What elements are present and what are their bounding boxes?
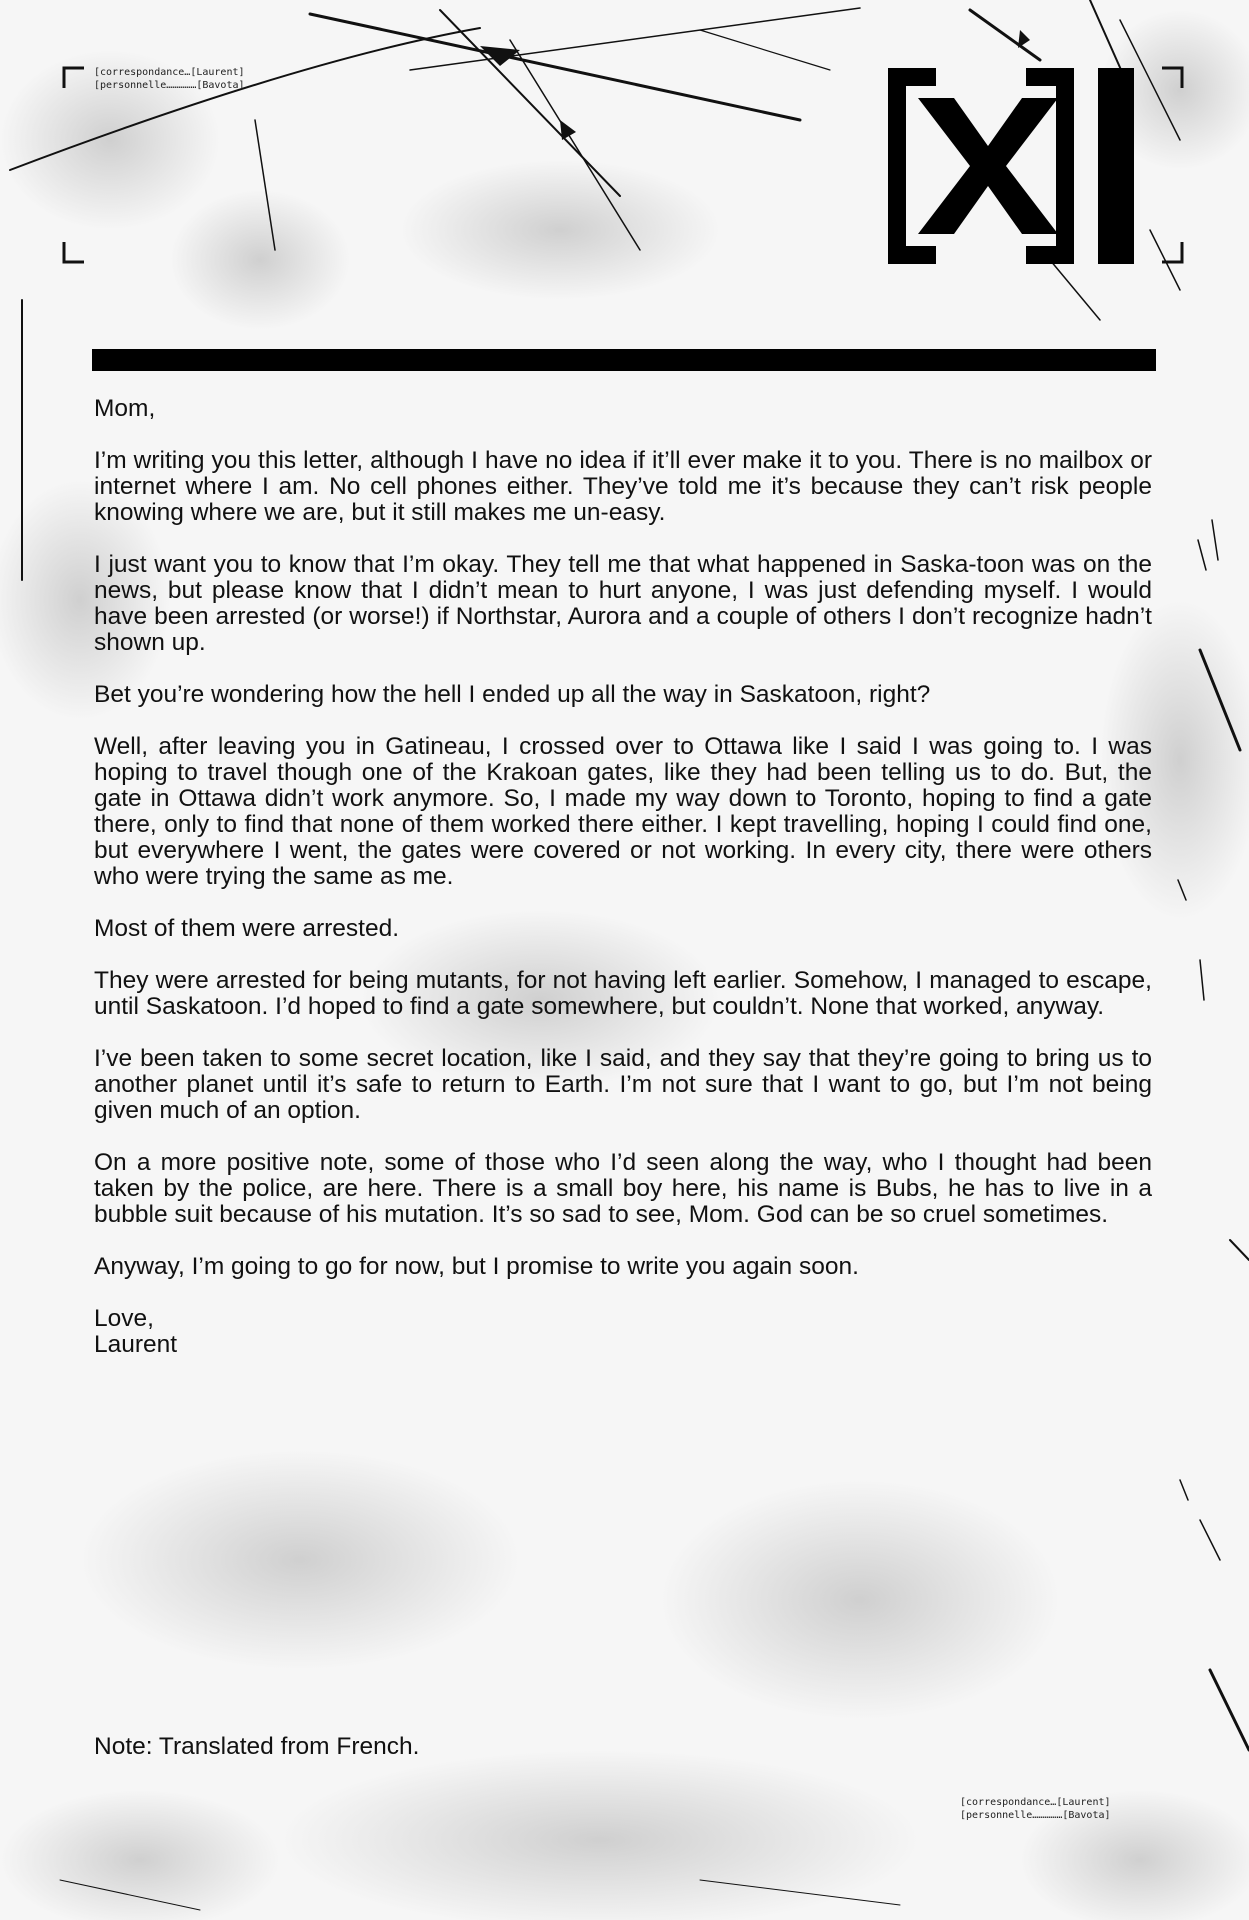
footer-tag-line-2: [personnelle……………[Bavota] <box>960 1810 1111 1821</box>
letter-paragraph-2: I just want you to know that I’m okay. They tell me that what happened in Saska-toon was on the news, but please know that I didn’t mean to hurt anyone, I was just defending myself. I would have been arrested (or worse!) if Northstar, Aurora and a couple of others I don’t recognize hadn’t shown up. <box>94 551 1152 656</box>
header-divider-bar <box>92 349 1156 371</box>
letter-closing: Love, <box>94 1305 154 1332</box>
letter-paragraph-7: I’ve been taken to some secret location, like I said, and they say that they’re going to bring us to another planet until it’s safe to return to Earth. I’m not sure that I want to go, but I’m not being given much of an option. <box>94 1045 1152 1124</box>
letter-paragraph-5: Most of them were arrested. <box>94 915 400 942</box>
letter-signature: Laurent <box>94 1331 178 1358</box>
corner-bracket-mid-left-icon <box>62 240 86 264</box>
header-tag-line-2: [personnelle……………[Bavota] <box>94 80 245 91</box>
letter-salutation: Mom, <box>94 395 156 422</box>
footer-tag-line-1: [correspondance…[Laurent] <box>960 1797 1111 1808</box>
footer-file-tag <box>960 1796 1111 1822</box>
letter-paragraph-3: Bet you’re wondering how the hell I ended up all the way in Saskatoon, right? <box>94 681 931 708</box>
header-tag-line-1: [correspondance…[Laurent] <box>94 67 245 78</box>
header-file-tag <box>94 66 245 92</box>
x-logo-icon <box>888 68 1146 264</box>
corner-bracket-mid-right-icon <box>1160 240 1184 264</box>
corner-bracket-top-right-icon <box>1160 66 1184 90</box>
letter-paragraph-4: Well, after leaving you in Gatineau, I crossed over to Ottawa like I said I was going to. I was hoping to travel though one of the Krakoan gates, like they had been telling us to do. But, the gate in Ottawa didn’t work anymore. So, I made my way down to Toronto, hoping to find a gate there, only to find that none of them worked there either. I kept travelling, hoping I could find one, but everywhere I went, the gates were covered or not working. In every city, there were others who were trying the same as me. <box>94 733 1152 890</box>
letter-paragraph-9: Anyway, I’m going to go for now, but I promise to write you again soon. <box>94 1253 859 1280</box>
letter-paragraph-1: I’m writing you this letter, although I have no idea if it’ll ever make it to you. There is no mailbox or internet where I am. No cell phones either. They’ve told me it’s because they can’t risk people knowing where we are, but it still makes me un-easy. <box>94 447 1152 526</box>
corner-bracket-top-left-icon <box>62 66 86 90</box>
letter-paragraph-8: On a more positive note, some of those who I’d seen along the way, who I thought had been taken by the police, are here. There is a small boy here, his name is Bubs, he has to live in a bubble suit because of his mutation. It’s so sad to see, Mom. God can be so cruel sometimes. <box>94 1149 1152 1228</box>
letter-body <box>94 396 1152 1358</box>
letter-paragraph-6: They were arrested for being mutants, for not having left earlier. Somehow, I managed to escape, until Saskatoon. I’d hoped to find a gate somewhere, but couldn’t. None that worked, anyway. <box>94 967 1152 1020</box>
translation-note: Note: Translated from French. <box>94 1733 420 1760</box>
letter-signoff <box>94 1306 1152 1358</box>
